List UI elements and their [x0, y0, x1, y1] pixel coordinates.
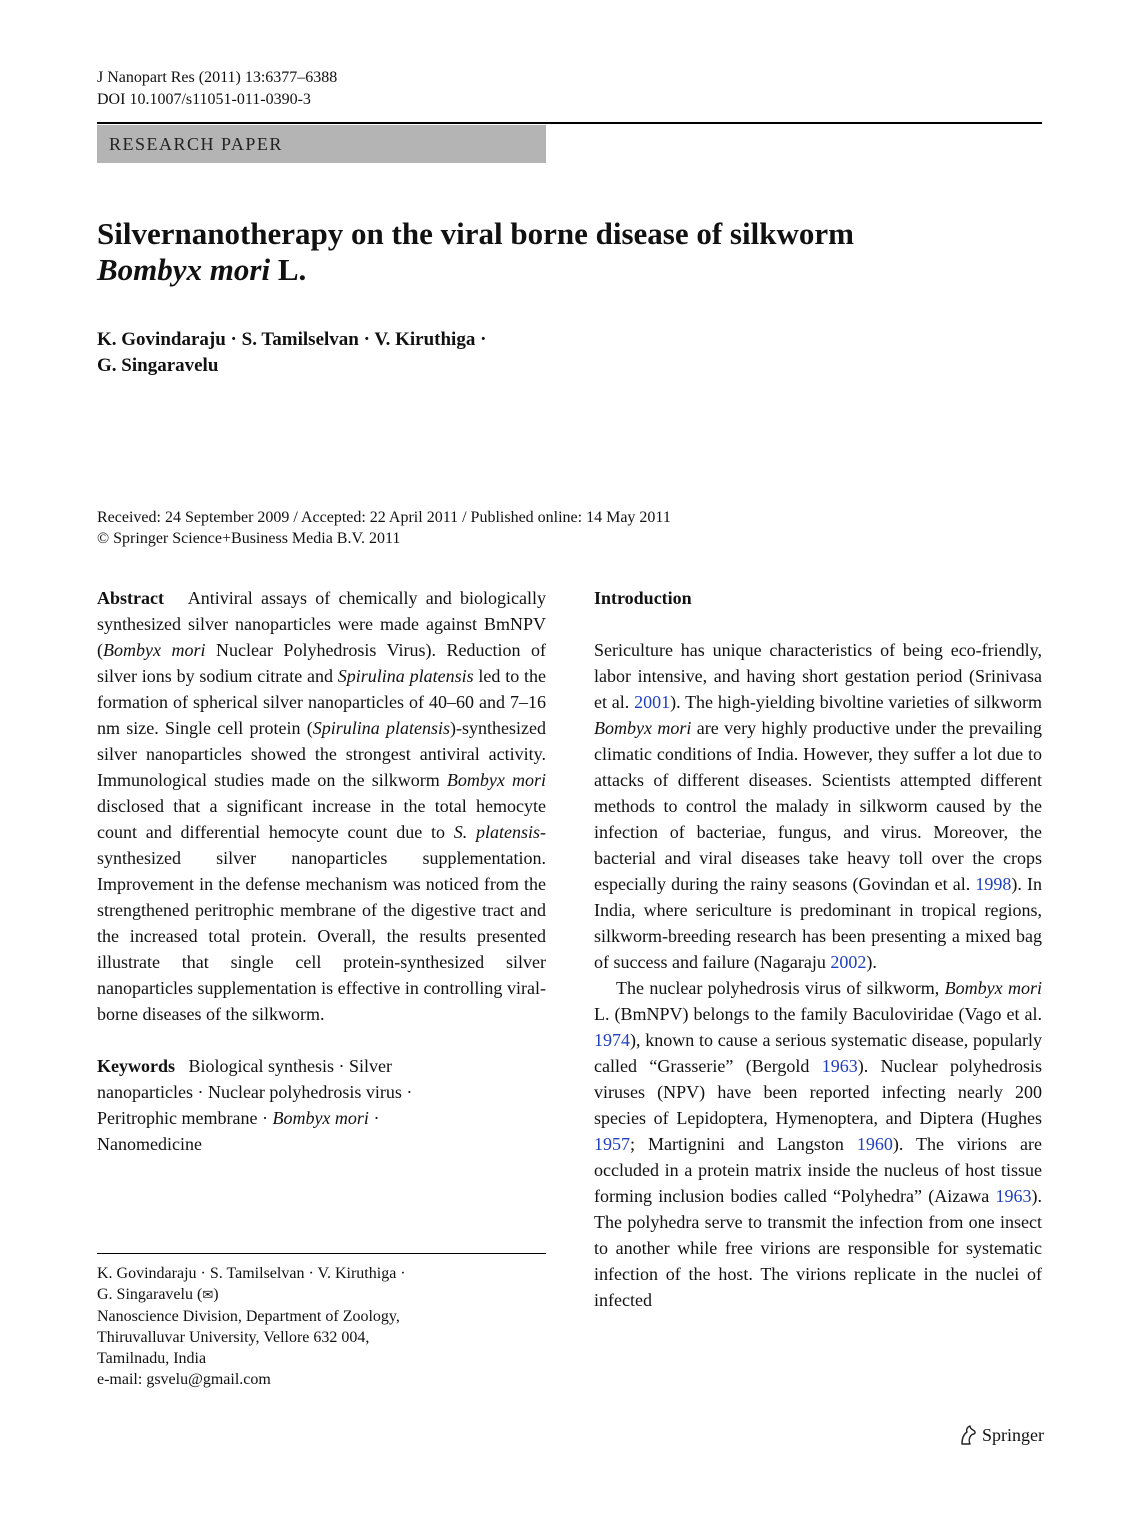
affil-text: G. Singaravelu (: [97, 1286, 203, 1303]
title-line-1: Silvernanotherapy on the viral borne disease of silkworm: [97, 216, 854, 251]
citation-link[interactable]: 1963: [821, 1056, 858, 1076]
copyright-notice: © Springer Science+Business Media B.V. 2011: [97, 530, 401, 547]
author-list: [97, 327, 697, 379]
article-title: [97, 216, 1042, 288]
envelope-icon: ✉: [202, 1288, 214, 1303]
intro-text: ). The high-yielding bivoltine varieties of silkworm: [670, 692, 1042, 712]
intro-text: ). The virions are occluded in a protein matrix inside the nucleus of host tissue forming inclusion bodies called “Polyhedra” (Aizawa: [594, 1134, 1042, 1206]
intro-text: ). In India, where sericulture is predominant in tropical regions, silkworm-breeding research has been presenting a mixed bag of success and failure (Nagaraju: [594, 874, 1042, 972]
keyword-text: Biological synthesis · Silver: [188, 1056, 392, 1076]
intro-text: are very highly productive under the prevailing climatic conditions of India. However, they suffer a lot due to attacks of different diseases. Scientists attempted different methods to control the malady in silkworm caused by the infection of bacteriae, fungus, and virus. Moreover, the bacterial and viral diseases take heavy toll over the crops especially during the rainy seasons (Govindan et al.: [594, 718, 1042, 894]
keyword-italic: Bombyx mori: [272, 1108, 369, 1128]
publication-dates: [97, 507, 997, 549]
abstract-italic: S. platensis: [453, 822, 540, 842]
keywords-line-2: nanoparticles · Nuclear polyhedrosis virus ·: [97, 1082, 413, 1102]
affiliation-rule: [97, 1253, 546, 1254]
keyword-text: Peritrophic membrane ·: [97, 1108, 273, 1128]
intro-italic: Bombyx mori: [944, 978, 1043, 998]
intro-paragraph-1: [594, 637, 1042, 975]
journal-citation: J Nanopart Res (2011) 13:6377–6388: [97, 69, 338, 86]
journal-header: [97, 67, 337, 111]
title-suffix: L.: [270, 252, 307, 287]
citation-link[interactable]: 1957: [594, 1134, 630, 1154]
affil-country: Tamilnadu, India: [97, 1350, 207, 1367]
citation-link[interactable]: 1974: [594, 1030, 630, 1050]
abstract-text: )-synthesized silver nanoparticles showed the strongest antiviral activity. Immunological studies made on the silkworm: [97, 718, 546, 790]
intro-paragraph-2: [594, 975, 1042, 1313]
left-column: [97, 585, 546, 1157]
publisher-name: Springer: [982, 1425, 1044, 1445]
affil-text: ): [213, 1286, 219, 1303]
affiliation-block: [97, 1263, 546, 1390]
keyword-text: ·: [368, 1108, 380, 1128]
abstract-text: Nuclear Polyhedrosis Virus). Reduction of silver ions by sodium citrate and: [97, 640, 546, 686]
citation-link[interactable]: 2001: [634, 692, 671, 712]
intro-text: ; Martignini and Langston: [630, 1134, 857, 1154]
abstract-label: Abstract: [97, 588, 164, 608]
keywords-line-3: [97, 1105, 546, 1131]
intro-text: ).: [866, 952, 877, 972]
keywords-line-1: [97, 1053, 546, 1079]
introduction-heading: Introduction: [594, 588, 692, 608]
abstract-italic: Bombyx mori: [446, 770, 547, 790]
abstract-text: led to the formation of spherical silver nanoparticles of 40–60 and 7–16 nm size. Single cell protein (: [97, 666, 547, 738]
right-column: [594, 585, 1042, 1313]
header-rule: [97, 122, 1042, 124]
keywords-line-4: Nanomedicine: [97, 1134, 202, 1154]
abstract-italic: Spirulina platensis: [337, 666, 474, 686]
intro-italic: Bombyx mori: [594, 718, 692, 738]
intro-text: Sericulture has unique characteristics of being eco-friendly, labor intensive, and having short gestation period (Srinivasa et al.: [594, 640, 1042, 712]
affil-authors-2: [97, 1284, 546, 1306]
intro-text: ), known to cause a serious systematic disease, popularly called “Grasserie” (Bergold: [594, 1030, 1042, 1076]
affil-authors-1: K. Govindaraju · S. Tamilselvan · V. Kiruthiga ·: [97, 1265, 406, 1282]
citation-link[interactable]: 2002: [830, 952, 867, 972]
title-species: Bombyx mori: [97, 252, 271, 287]
affil-email[interactable]: e-mail: gsvelu@gmail.com: [97, 1371, 271, 1388]
date-history: Received: 24 September 2009 / Accepted: 22 April 2011 / Published online: 14 May 2011: [97, 509, 671, 526]
intro-text: ). The polyhedra serve to transmit the infection from one insect to another while free virions are responsible for systematic infection of the host. The virions replicate in the nuclei of infected: [594, 1186, 1042, 1310]
publisher-footer: [958, 1424, 1044, 1446]
keywords-label: Keywords: [97, 1056, 175, 1076]
abstract-text: -synthesized silver nanoparticles supplementation. Improvement in the defense mechanism was noticed from the strengthened peritrophic membrane of the digestive tract and the increased total protein. Overall, the results presented illustrate that single cell protein-synthesized silver nanoparticles supplementation is effective in controlling viral-borne diseases of the silkworm.: [97, 822, 546, 1024]
intro-text: ). Nuclear polyhedrosis viruses (NPV) have been reported infecting nearly 200 species of Lepidoptera, Hymenoptera, and Diptera (Hughes: [594, 1056, 1043, 1128]
keywords: [97, 1053, 546, 1157]
journal-doi: DOI 10.1007/s11051-011-0390-3: [97, 91, 311, 108]
intro-text: The nuclear polyhedrosis virus of silkworm,: [616, 978, 945, 998]
citation-link[interactable]: 1963: [995, 1186, 1032, 1206]
article-type-banner: RESEARCH PAPER: [97, 125, 546, 163]
abstract-text: Antiviral assays of chemically and biologically synthesized silver nanoparticles were made against BmNPV (: [97, 588, 546, 660]
springer-horse-icon: [958, 1424, 978, 1446]
affil-university: Thiruvalluvar University, Vellore 632 004,: [97, 1329, 370, 1346]
affil-dept: Nanoscience Division, Department of Zoology,: [97, 1308, 400, 1325]
title-line-2: [97, 252, 1042, 288]
citation-link[interactable]: 1998: [975, 874, 1012, 894]
author-line-1: K. Govindaraju · S. Tamilselvan · V. Kiruthiga ·: [97, 329, 487, 350]
citation-link[interactable]: 1960: [856, 1134, 893, 1154]
author-line-2: G. Singaravelu: [97, 355, 219, 376]
abstract-italic: Bombyx mori: [103, 640, 206, 660]
abstract-text: disclosed that a significant increase in the total hemocyte count and differential hemocyte count due to: [97, 796, 546, 842]
abstract-italic: Spirulina platensis: [312, 718, 451, 738]
abstract: [97, 585, 546, 1027]
intro-text: L. (BmNPV) belongs to the family Baculoviridae (Vago et al.: [594, 1004, 1042, 1024]
